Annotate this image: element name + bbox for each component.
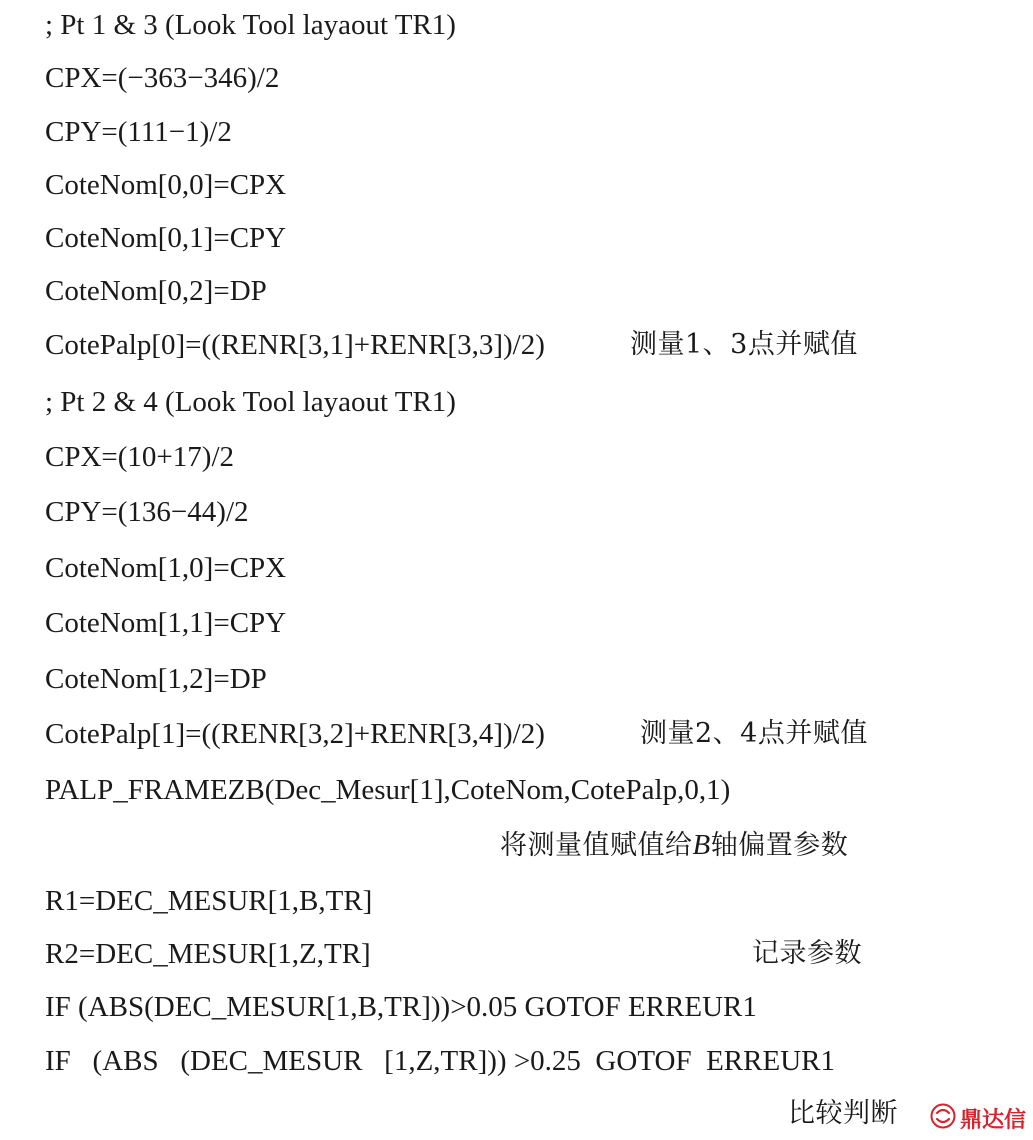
comment-record: 记录参数: [752, 938, 862, 969]
code-line: R1=DEC_MESUR[1,B,TR]: [45, 885, 373, 917]
code-line: IF (ABS(DEC_MESUR[1,B,TR]))>0.05 GOTOF ERREUR1: [45, 991, 757, 1023]
code-line: CPY=(111−1)/2: [45, 116, 232, 148]
brand-logo-icon: [930, 1103, 956, 1134]
code-line: IF (ABS (DEC_MESUR [1,Z,TR])) >0.25 GOTOF ERREUR1: [45, 1045, 835, 1077]
code-line: CotePalp[0]=((RENR[3,1]+RENR[3,3])/2): [45, 329, 545, 361]
brand-watermark: [930, 1098, 1026, 1138]
comment-assign-b-axis: [500, 825, 848, 865]
code-line: CoteNom[1,1]=CPY: [45, 607, 287, 639]
code-line: CPX=(−363−346)/2: [45, 62, 280, 94]
code-line: CoteNom[0,1]=CPY: [45, 222, 287, 254]
code-line: PALP_FRAMEZB(Dec_Mesur[1],CoteNom,CotePalp,0,1): [45, 774, 731, 806]
comment-measure-2-4: 测量2、4点并赋值: [640, 718, 868, 749]
comment-assign-prefix: 将测量值赋值给: [500, 830, 693, 861]
comment-compare: 比较判断: [788, 1098, 898, 1129]
code-line: ; Pt 2 & 4 (Look Tool layaout TR1): [45, 386, 456, 418]
brand-text: 鼎达信: [960, 1107, 1027, 1133]
code-line: CoteNom[1,0]=CPX: [45, 552, 287, 584]
code-line: CoteNom[0,2]=DP: [45, 275, 267, 307]
code-line: CPY=(136−44)/2: [45, 496, 249, 528]
comment-assign-axis: B: [692, 829, 711, 861]
code-line: CotePalp[1]=((RENR[3,2]+RENR[3,4])/2): [45, 718, 545, 750]
code-line: R2=DEC_MESUR[1,Z,TR]: [45, 938, 371, 970]
comment-measure-1-3: 测量1、3点并赋值: [630, 329, 858, 360]
code-line: CoteNom[1,2]=DP: [45, 663, 267, 695]
code-line: CPX=(10+17)/2: [45, 441, 234, 473]
code-line: ; Pt 1 & 3 (Look Tool layaout TR1): [45, 9, 456, 41]
comment-assign-suffix: 轴偏置参数: [710, 830, 849, 861]
code-line: CoteNom[0,0]=CPX: [45, 169, 287, 201]
